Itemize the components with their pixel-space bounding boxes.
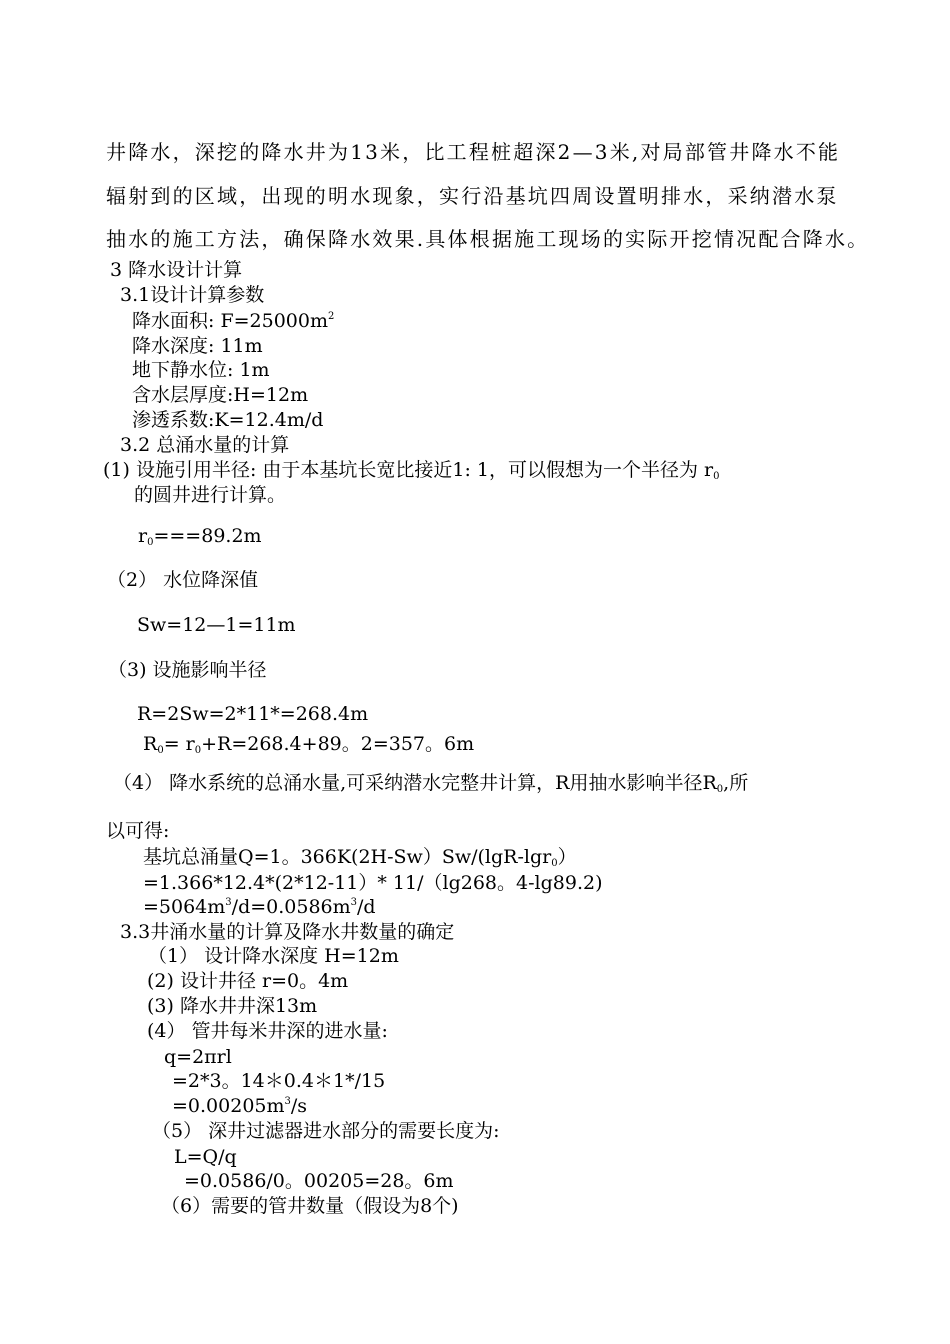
- formula-R0-c: +R=268.4+89。2=357。6m: [201, 733, 475, 755]
- param-static-level: 地下静水位: 1m: [132, 359, 270, 381]
- formula-q-line-1-sub: 0: [551, 858, 558, 869]
- s33-item-2: (2) 设计井径 r=0。4m: [147, 970, 349, 992]
- param-area: [132, 312, 334, 331]
- formula-q-line-1: [143, 848, 577, 867]
- formula-qf-1: q=2πrl: [164, 1046, 232, 1068]
- formula-q-line-1-a: 基坑总涌量Q=1。366K(2H-Sw）Sw/(lgR-lgr: [143, 846, 552, 868]
- formula-R0: [143, 735, 474, 754]
- s33-item-1: （1） 设计降水深度 H=12m: [148, 945, 399, 967]
- item-4-sub: 0: [716, 784, 724, 795]
- formula-lf-1: L=Q/q: [174, 1146, 237, 1168]
- formula-qf-2: =2*3。14＊0.4＊1*/15: [172, 1070, 386, 1092]
- item-4-line-1: [113, 774, 748, 793]
- section-3-3-heading: 3.3井涌水量的计算及降水井数量的确定: [120, 921, 455, 943]
- param-permeability: 渗透系数:K=12.4m/d: [132, 409, 324, 431]
- section-3-heading: 3 降水设计计算: [110, 259, 243, 281]
- formula-qf-3-a: =0.00205m: [172, 1095, 285, 1117]
- formula-q-line-3-b: /d=0.0586m: [231, 896, 351, 918]
- item-1-sub: 0: [713, 471, 720, 482]
- formula-q-line-3: [143, 898, 376, 917]
- item-4-text-a: （4） 降水系统的总涌水量,可采纳潜水完整井计算，R用抽水影响半径R: [113, 772, 717, 794]
- s33-item-4: (4） 管井每米井深的进水量:: [147, 1020, 388, 1042]
- section-3-2-heading: 3.2 总涌水量的计算: [120, 434, 290, 456]
- s33-item-3: (3) 降水井井深13m: [147, 995, 318, 1017]
- item-1-line-2: 的圆井进行计算。: [134, 484, 287, 506]
- formula-q-line-3-sup-1: 3: [225, 897, 232, 908]
- formula-qf-3-b: /s: [290, 1095, 308, 1117]
- formula-sw: Sw=12—1=11m: [137, 614, 296, 636]
- formula-R0-a-sub: 0: [157, 745, 164, 756]
- item-2: （2） 水位降深值: [107, 569, 259, 591]
- paragraph-line-1: 井降水，深挖的降水井为13米，比工程桩超深2—3米,对局部管井降水不能: [106, 140, 841, 164]
- paragraph-line-3: 抽水的施工方法，确保降水效果.具体根据施工现场的实际开挖情况配合降水。: [106, 227, 870, 251]
- item-4-text-b: ,所: [723, 772, 749, 794]
- formula-q-line-3-sup-2: 3: [350, 897, 358, 908]
- formula-r0-rest: ===89.2m: [153, 525, 262, 547]
- s33-item-5: （5） 深井过滤器进水部分的需要长度为:: [152, 1120, 500, 1142]
- s33-item-6: （6）需要的管井数量（假设为8个): [161, 1195, 459, 1217]
- param-depth: 降水深度: 11m: [132, 335, 263, 357]
- formula-r0: [138, 527, 262, 546]
- param-area-sup: 2: [328, 311, 335, 322]
- param-aquifer: 含水层厚度:H=12m: [132, 384, 309, 406]
- item-3: （3) 设施影响半径: [108, 659, 267, 681]
- item-1-line-1: [103, 461, 720, 480]
- item-1-text: (1) 设施引用半径: 由于本基坑长宽比接近1: 1，可以假想为一个半径为 r: [103, 459, 714, 481]
- formula-q-line-3-a: =5064m: [143, 896, 226, 918]
- formula-r0-sub: 0: [147, 537, 154, 548]
- formula-R0-b: = r: [163, 733, 195, 755]
- param-area-text: 降水面积: F=25000m: [132, 310, 329, 332]
- formula-qf-3: [172, 1097, 307, 1116]
- formula-lf-2: =0.0586/0。00205=28。6m: [184, 1170, 454, 1192]
- formula-R0-b-sub: 0: [194, 745, 202, 756]
- item-4-line-2: 以可得:: [106, 820, 170, 842]
- paragraph-line-2: 辐射到的区域，出现的明水现象，实行沿基坑四周设置明排水，采纳潜水泵: [106, 184, 839, 208]
- formula-q-line-2: =1.366*12.4*(2*12-11）* 11/（lg268。4-lg89.2): [143, 872, 603, 894]
- formula-R0-a: R: [143, 733, 158, 755]
- formula-q-line-3-c: /d: [357, 896, 376, 918]
- formula-r0-prefix: r: [138, 525, 148, 547]
- formula-r: R=2Sw=2*11*=268.4m: [137, 703, 369, 725]
- formula-q-line-1-b: ）: [557, 846, 577, 868]
- formula-qf-3-sup: 3: [284, 1096, 291, 1107]
- section-3-1-heading: 3.1设计计算参数: [120, 284, 265, 306]
